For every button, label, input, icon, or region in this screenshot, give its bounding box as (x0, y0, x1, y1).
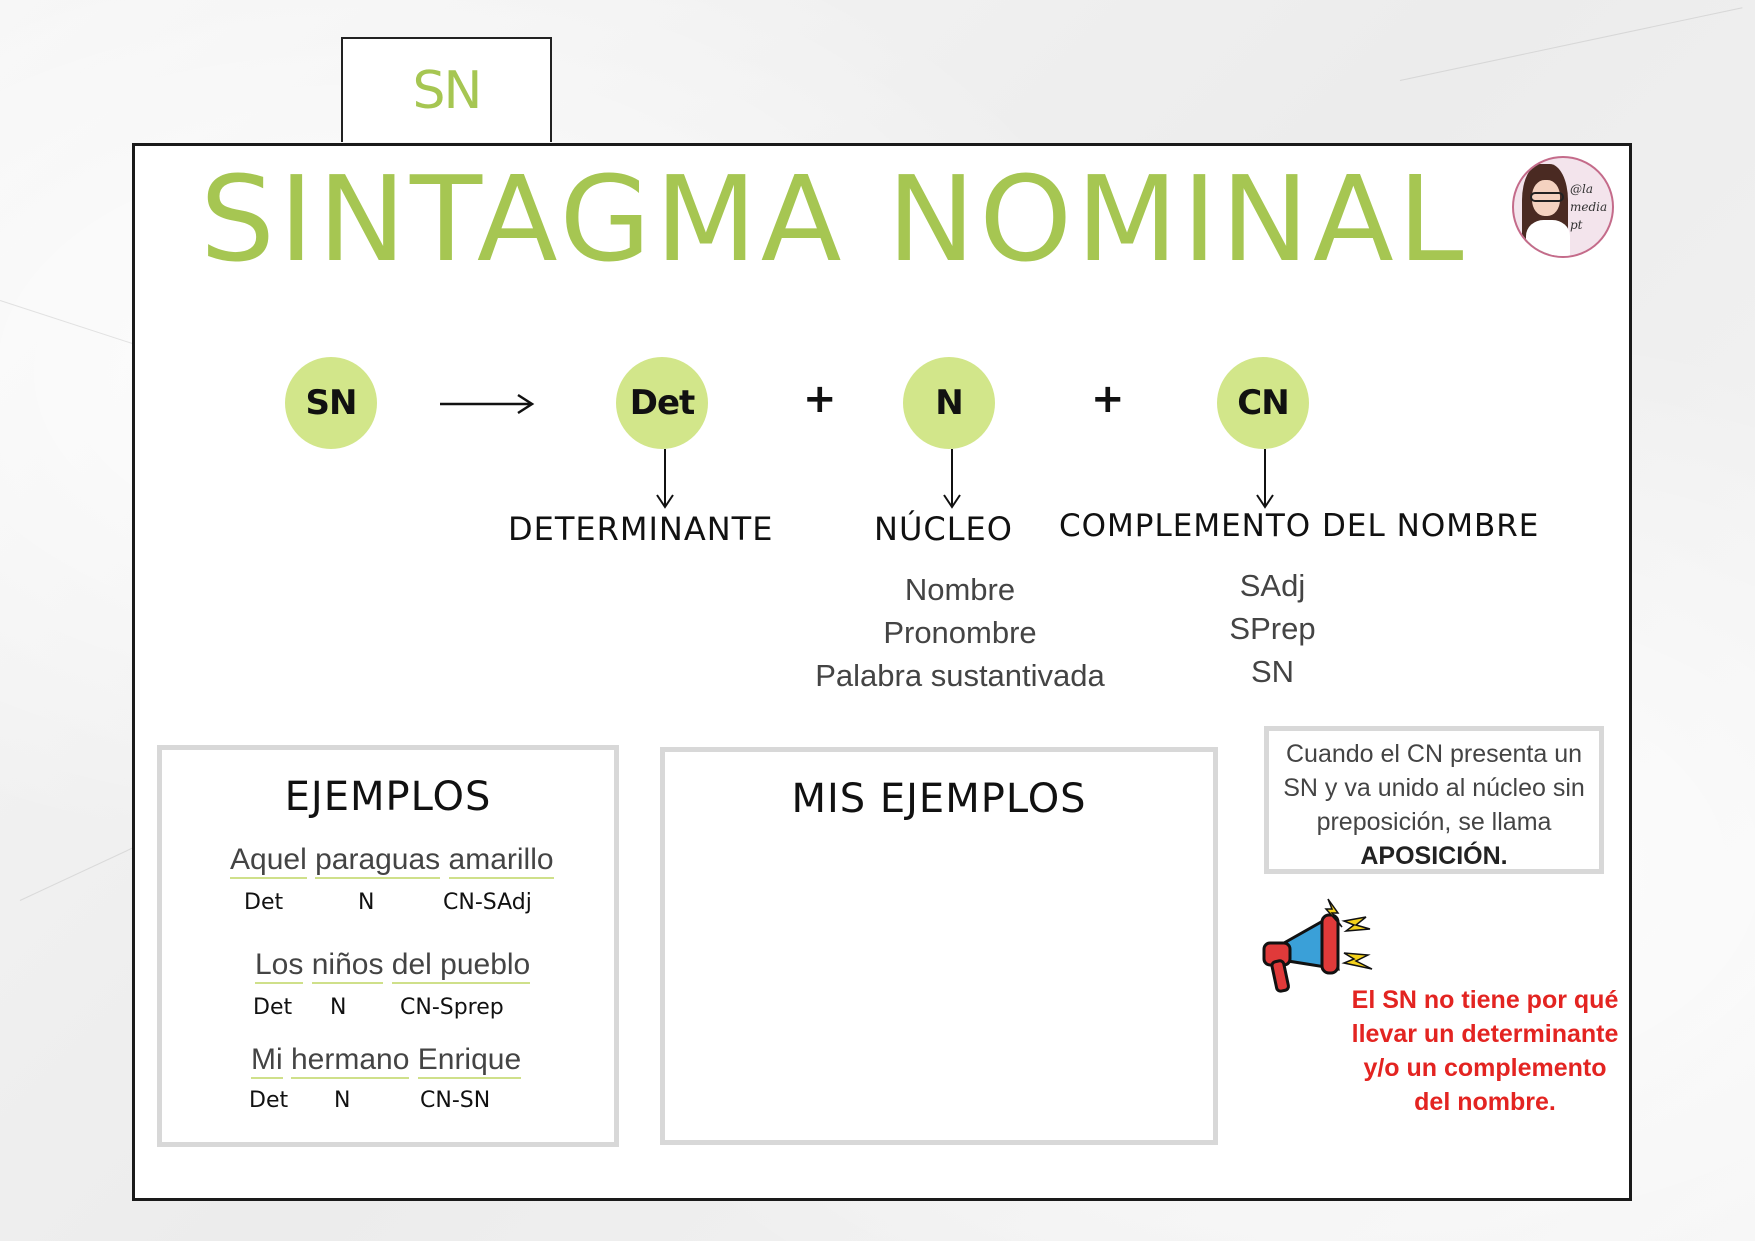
example-sentence: Mi hermano Enrique (251, 1043, 521, 1077)
list-item: SPrep (1229, 611, 1316, 646)
warning-text: El SN no tiene por qué llevar un determinante y/o un complemento del nombre. (1351, 986, 1619, 1116)
example-tag: N (334, 1088, 351, 1113)
example-tag: Det (253, 995, 293, 1020)
circle-n: N (903, 357, 995, 449)
plus-sign: + (1091, 376, 1125, 422)
page-title: SINTAGMA NOMINAL (200, 150, 1468, 288)
plus-sign: + (803, 376, 837, 422)
arrow-down-icon (939, 449, 965, 511)
arrow-right-icon (438, 392, 538, 416)
example-sentence: Los niños del pueblo (255, 948, 530, 982)
example-sentence: Aquel paraguas amarillo (230, 843, 554, 877)
example-tag: N (330, 995, 347, 1020)
list-item: Pronombre (883, 615, 1037, 650)
example-tag: Det (249, 1088, 289, 1113)
ejemplos-box (157, 745, 619, 1147)
list-item: SAdj (1239, 568, 1306, 603)
example-tag: CN-SN (420, 1088, 491, 1113)
arrow-down-icon (1252, 449, 1278, 511)
arrow-down-icon (652, 449, 678, 511)
example-tag: CN-Sprep (400, 995, 504, 1020)
label-complemento: COMPLEMENTO DEL NOMBRE (1059, 508, 1540, 544)
list-item: SN (1250, 654, 1295, 689)
example-tag: CN-SAdj (443, 890, 532, 915)
circle-sn: SN (285, 357, 377, 449)
label-nucleo: NÚCLEO (874, 510, 1013, 548)
nucleo-list (790, 568, 1130, 697)
circle-det: Det (616, 357, 708, 449)
example-tag: N (358, 890, 375, 915)
tab-sn: SN (341, 37, 552, 142)
label-determinante: DETERMINANTE (508, 510, 774, 548)
cn-list (1180, 564, 1365, 693)
list-item: Palabra sustantivada (815, 658, 1105, 693)
mis-ejemplos-title: MIS EJEMPLOS (791, 776, 1087, 822)
example-tag: Det (244, 890, 284, 915)
note-text: Cuando el CN presenta un SN y va unido al núcleo sin preposición, se llama APOSICIÓN. (1269, 737, 1599, 873)
avatar-handle: @la media pt (1570, 182, 1608, 232)
avatar (1512, 156, 1614, 258)
circle-cn: CN (1217, 357, 1309, 449)
mis-ejemplos-box[interactable] (660, 747, 1218, 1145)
marble-vein (1400, 7, 1743, 81)
list-item: Nombre (904, 572, 1016, 607)
glasses-icon (1530, 192, 1564, 202)
note-strong: APOSICIÓN. (1360, 842, 1508, 870)
ejemplos-title: EJEMPLOS (284, 774, 492, 820)
aposicion-note (1264, 726, 1604, 874)
